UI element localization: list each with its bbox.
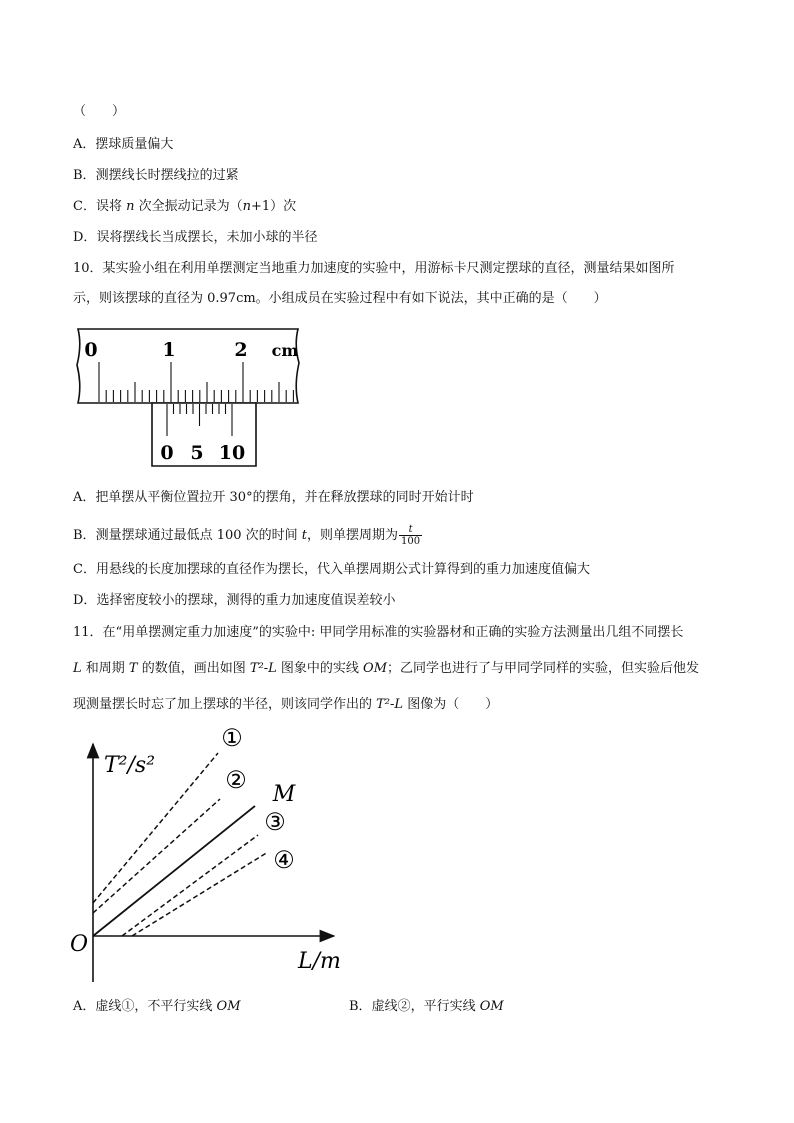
- line-label-1: ①: [221, 724, 243, 752]
- prev-option-c[interactable]: C．误将 n 次全振动记录为（n+1）次: [73, 199, 297, 214]
- dashed-line-3: [122, 835, 258, 936]
- option-label: B．: [349, 999, 372, 1014]
- main-label-1: 1: [162, 339, 176, 361]
- q11-stem-line3: 现测量摆长时忘了加上摆球的半径，则该同学作出的 T²-L 图像为（ ）: [73, 697, 499, 712]
- q11-option-a[interactable]: A．虚线①，不平行实线 OM: [73, 999, 241, 1014]
- line-label-2: ②: [225, 766, 247, 794]
- q10-stem-line1: 10．某实验小组在利用单摆测定当地重力加速度的实验中，用游标卡尺测定摆球的直径，测量结果如图所: [73, 261, 675, 276]
- option-label: A．: [73, 137, 96, 152]
- q11-stem-line1: 11．在“用单摆测定重力加速度”的实验中: 甲同学用标准的实验器材和正确的实验方法测量出几组不同摆长: [73, 625, 684, 640]
- option-label: D．: [73, 230, 97, 245]
- option-text: 测摆线长时摆线拉的过紧: [95, 168, 239, 183]
- x-axis-label: L/m: [298, 949, 341, 974]
- line-label-4: ④: [273, 846, 295, 874]
- dashed-line-2: [93, 799, 220, 913]
- y-axis-label: T²/s²: [104, 753, 156, 778]
- prev-option-a[interactable]: [73, 136, 173, 154]
- option-label: C．: [73, 562, 96, 577]
- q11-stem-line2: L 和周期 T 的数值，画出如图 T²-L 图象中的实线 OM；乙同学也进行了与甲同学同样的实验，但实验后他发: [73, 661, 700, 676]
- vernier-label-5: 5: [190, 442, 204, 464]
- q11-option-b[interactable]: B．虚线②，平行实线 OM: [349, 999, 504, 1014]
- option-text: 把单摆从平衡位置拉开 30°的摆角，并在释放摆球的同时开始计时: [95, 490, 474, 505]
- option-label: B．: [73, 528, 96, 543]
- solid-line-om: [93, 806, 255, 936]
- main-scale-body: [77, 329, 299, 403]
- q10-option-b[interactable]: B．测量摆球通过最低点 100 次的时间 t，则单摆周期为 $\frac{t}{100}$: [73, 524, 421, 547]
- vernier-label-10: 10: [218, 442, 246, 464]
- q10-option-c[interactable]: [73, 561, 590, 579]
- prev-option-b[interactable]: [73, 167, 239, 185]
- option-label: C．: [73, 199, 96, 214]
- option-label: A．: [73, 999, 96, 1014]
- vernier-label-0: 0: [160, 442, 174, 464]
- line-label-m: M: [272, 782, 296, 807]
- option-text: 摆球质量偏大: [95, 137, 174, 152]
- vernier-caliper-figure: [70, 325, 310, 470]
- q10-option-a[interactable]: [73, 489, 474, 507]
- main-label-0: 0: [84, 339, 98, 361]
- period-fraction: $\frac{t}{100}$: [401, 524, 421, 547]
- main-label-2: 2: [234, 339, 248, 361]
- option-text: 误将摆线长当成摆长，未加小球的半径: [96, 230, 318, 245]
- prev-option-d[interactable]: [73, 229, 317, 247]
- line-label-3: ③: [264, 808, 286, 836]
- origin-label: O: [70, 932, 89, 957]
- dashed-line-4: [132, 852, 268, 936]
- prev-question-paren: （ ）: [73, 104, 126, 119]
- t2-l-graph: [62, 720, 362, 985]
- option-label: D．: [73, 593, 97, 608]
- option-text: 选择密度较小的摆球，测得的重力加速度值误差较小: [96, 593, 396, 608]
- option-text: 用悬线的长度加摆球的直径作为摆长，代入单摆周期公式计算得到的重力加速度值偏大: [95, 562, 590, 577]
- option-label: A．: [73, 490, 96, 505]
- unit-label: cm: [271, 341, 299, 360]
- q10-option-d[interactable]: [73, 592, 395, 610]
- option-label: B．: [73, 168, 96, 183]
- q10-stem-line2: 示，则该摆球的直径为 0.97cm。小组成员在实验过程中有如下说法，其中正确的是（ ）: [73, 291, 607, 306]
